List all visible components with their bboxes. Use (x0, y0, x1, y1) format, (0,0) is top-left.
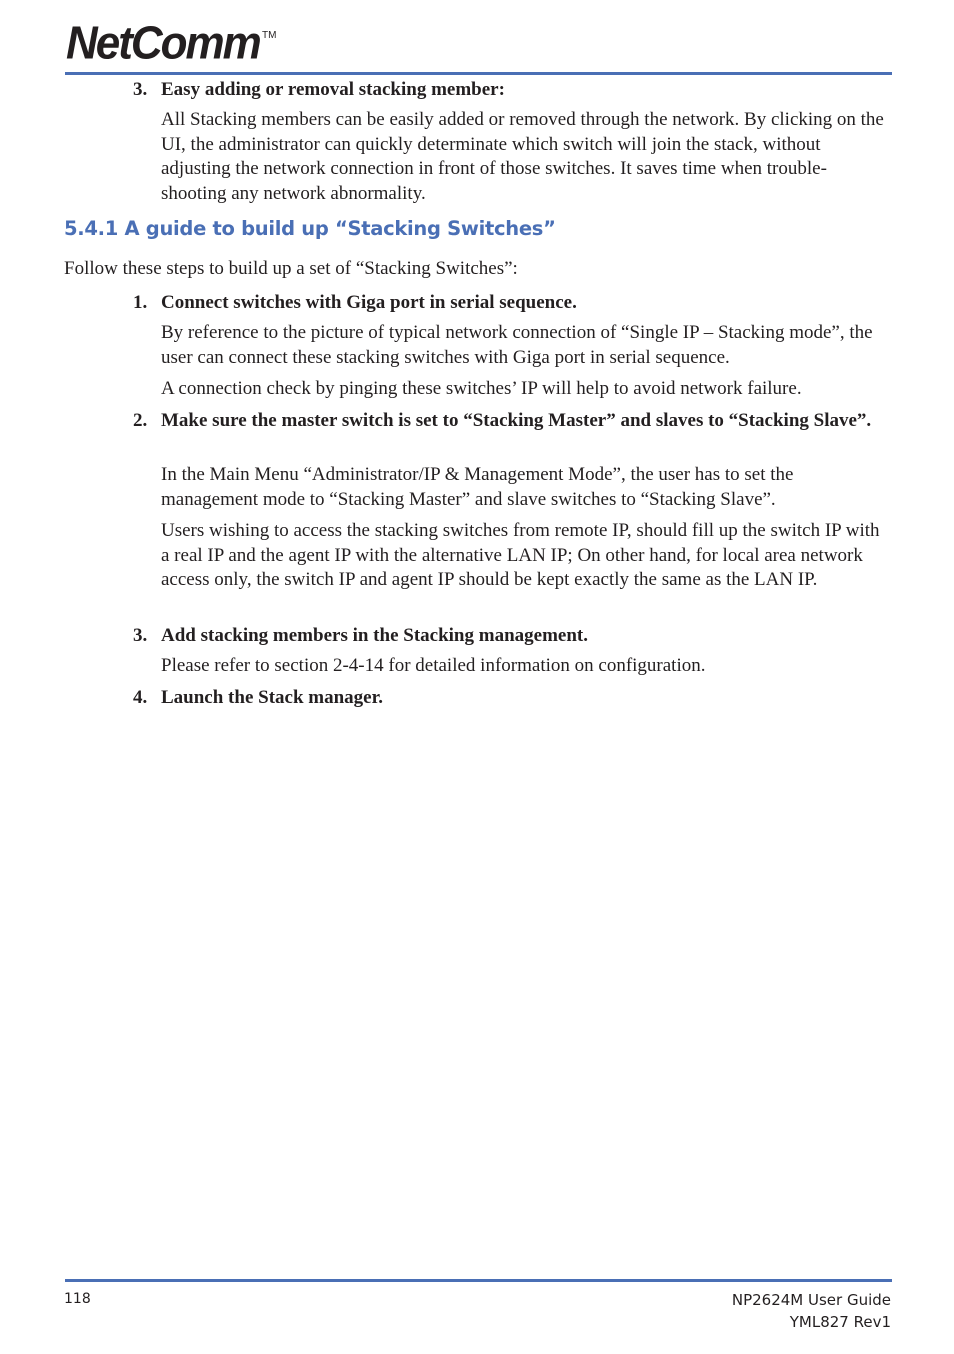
step-heading: 3. Add stacking members in the Stacking management. (133, 625, 588, 646)
section-heading: 5.4.1 A guide to build up “Stacking Switches” (64, 217, 556, 240)
paragraph: Users wishing to access the stacking switches from remote IP, should fill up the switch IP with a real IP and the agent IP with the alternative LAN IP; On other hand, for local area network access only, the switch IP and agent IP should be kept exactly the same as the LAN IP. (161, 520, 880, 590)
intro-text: Follow these steps to build up a set of “Stacking Switches”: (64, 258, 518, 279)
step-heading: 1.Connect switches with Giga port in serial sequence. (133, 292, 577, 313)
footer-doc-info (732, 1289, 891, 1333)
paragraph: A connection check by pinging these switches’ IP will help to avoid network failure. (161, 378, 802, 399)
step-heading: 2. Make sure the master switch is set to “Stacking Master” and slaves to “Stacking Slave”. (133, 410, 872, 431)
footer-rule (65, 1279, 892, 1282)
logo-text: NetComm (66, 17, 260, 70)
step-heading: 4. Launch the Stack manager. (133, 687, 384, 708)
page-number: 118 (64, 1291, 91, 1307)
paragraph: By reference to the picture of typical network connection of “Single IP – Stacking mode”, the user can connect these stacking switches with Giga port in serial sequence. (161, 322, 873, 368)
header-rule (65, 72, 892, 75)
step-heading: 3. Easy adding or removal stacking member: (133, 79, 505, 100)
logo (66, 17, 277, 70)
paragraph: In the Main Menu “Administrator/IP & Management Mode”, the user has to set the management mode to “Stacking Master” and slave switches to “Stacking Slave”. (161, 464, 794, 510)
paragraph: Please refer to section 2-4-14 for detailed information on configuration. (161, 655, 706, 676)
doc-title: NP2624M User Guide (731, 1291, 891, 1309)
paragraph: All Stacking members can be easily added or removed through the network. By clicking on the UI, the administrator can quickly determinate which switch will join the stack, without adjusting the network connection in front of those switches. It saves time when trouble-shooting any network abnormality. (161, 109, 884, 204)
trademark-mark: TM (262, 30, 277, 41)
doc-revision: YML827 Rev1 (789, 1313, 891, 1331)
